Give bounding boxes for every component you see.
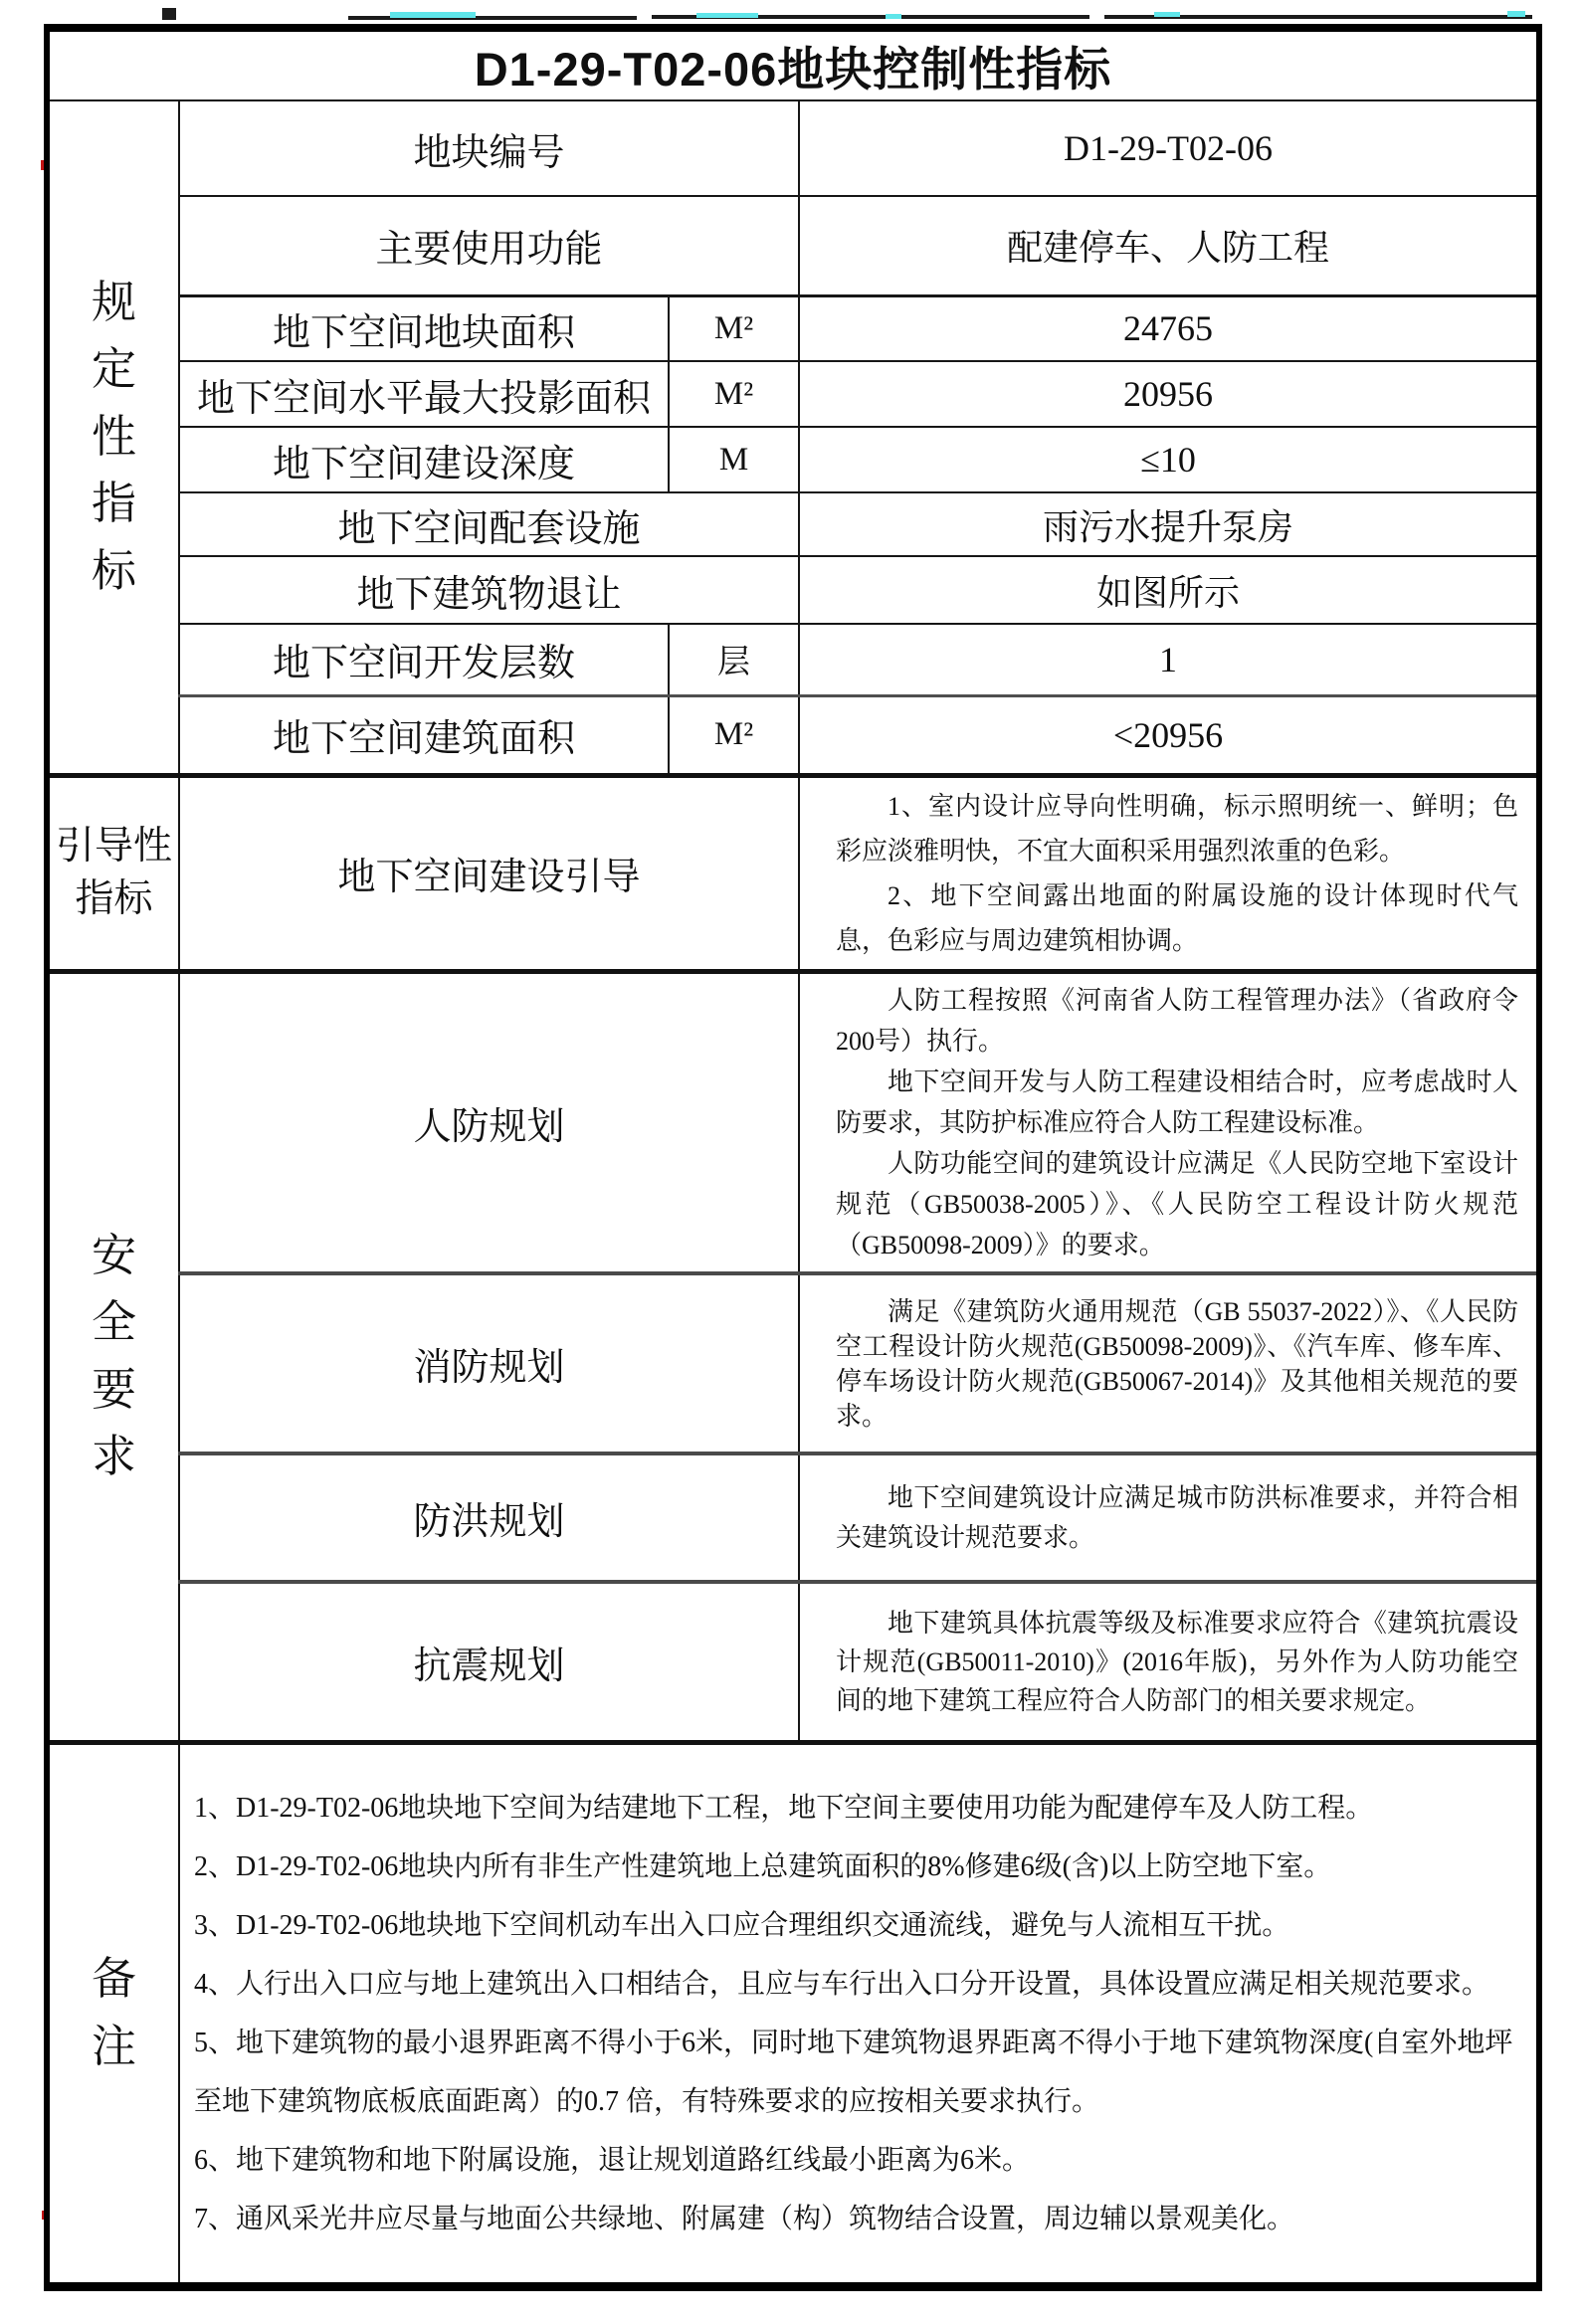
- text-civil-defense-planning: [799, 971, 1539, 1273]
- scan-artifact: [390, 12, 476, 18]
- scan-artifact: [1507, 11, 1525, 17]
- scan-artifact: [162, 8, 176, 20]
- sidebar-guiding-indicators: [47, 775, 179, 971]
- value-max-projection-area: 20956: [799, 361, 1539, 427]
- value-development-floors: 1: [799, 624, 1539, 695]
- sidebar-guiding-label: 引导性指标: [55, 824, 172, 920]
- label-plot-code: 地块编号: [179, 100, 799, 196]
- remark-item-1: 1、D1-29-T02-06地块地下空间为结建地下工程，地下空间主要使用功能为配建停车及人防工程。: [194, 1792, 1374, 1824]
- sidebar-prescriptive-indicators: [47, 100, 179, 775]
- civil-defense-paragraph-2: 地下空间开发与人防工程建设相结合时，应考虑战时人防要求，其防护标准应符合人防工程建设标准。: [836, 1066, 1519, 1137]
- value-main-function: 配建停车、人防工程: [799, 196, 1539, 295]
- label-gross-floor-area: 地下空间建筑面积: [179, 695, 669, 775]
- label-plot-area: 地下空间地块面积: [179, 295, 669, 361]
- label-civil-defense-planning: 人防规划: [179, 971, 799, 1273]
- label-development-floors: 地下空间开发层数: [179, 624, 669, 695]
- remark-item-7: 7、通风采光井应尽量与地面公共绿地、附属建（构）筑物结合设置，周边辅以景观美化。: [194, 2203, 1295, 2234]
- civil-defense-paragraph-3: 人防功能空间的建筑设计应满足《人民防空地下室设计规范（GB50038-2005）》、《人民防空工程设计防火规范（GB50098-2009）》的要求。: [836, 1148, 1519, 1259]
- remark-item-3: 3、D1-29-T02-06地块地下空间机动车出入口应合理组织交通流线，避免与人流相互干扰。: [194, 1909, 1290, 1941]
- label-max-projection-area: 地下空间水平最大投影面积: [179, 361, 669, 427]
- unit-gross-floor-area: M²: [669, 695, 799, 775]
- scan-artifact: [886, 14, 901, 19]
- sidebar-remarks: [47, 1742, 179, 2286]
- text-seismic-planning: [799, 1582, 1539, 1742]
- value-gross-floor-area: <20956: [799, 695, 1539, 775]
- seismic-paragraph-1: 地下建筑具体抗震等级及标准要求应符合《建筑抗震设计规范(GB50011-2010)》(2016年版)，另外作为人防功能空间的地下建筑工程应符合人防部门的相关要求规定。: [836, 1608, 1519, 1715]
- fire-paragraph-1: 满足《建筑防火通用规范（GB 55037-2022）》、《人民防空工程设计防火规范(GB50098-2009)》、《汽车库、修车库、停车场设计防火规范(GB50067-2014)》及其他相关规范的要求。: [836, 1296, 1519, 1431]
- scan-artifact: [696, 13, 758, 18]
- label-seismic-planning: 抗震规划: [179, 1582, 799, 1742]
- text-remarks: [179, 1742, 1539, 2286]
- value-supporting-facilities: 雨污水提升泵房: [799, 492, 1539, 556]
- label-construction-depth: 地下空间建设深度: [179, 427, 669, 492]
- label-building-setback: 地下建筑物退让: [179, 556, 799, 624]
- unit-plot-area: M²: [669, 295, 799, 361]
- sidebar-prescriptive-label: 规定性指标: [91, 277, 136, 596]
- sidebar-safety-label: 安全要求: [91, 1230, 136, 1481]
- sidebar-safety-requirements: [47, 971, 179, 1742]
- label-main-function: 主要使用功能: [179, 196, 799, 295]
- table-title: D1-29-T02-06地块控制性指标: [47, 28, 1539, 100]
- label-fire-planning: 消防规划: [179, 1273, 799, 1453]
- guidance-paragraph-2: 2、地下空间露出地面的附属设施的设计体现时代气息，色彩应与周边建筑相协调。: [836, 880, 1519, 955]
- control-indicator-table: [44, 24, 1542, 2291]
- civil-defense-paragraph-1: 人防工程按照《河南省人防工程管理办法》（省政府令200号）执行。: [836, 985, 1519, 1056]
- value-plot-area: 24765: [799, 295, 1539, 361]
- remark-item-6: 6、地下建筑物和地下附属设施，退让规划道路红线最小距离为6米。: [194, 2144, 1031, 2176]
- value-building-setback: 如图所示: [799, 556, 1539, 624]
- unit-development-floors: 层: [669, 624, 799, 695]
- unit-construction-depth: M: [669, 427, 799, 492]
- text-fire-planning: [799, 1273, 1539, 1453]
- remark-item-5: 5、地下建筑物的最小退界距离不得小于6米，同时地下建筑物退界距离不得小于地下建筑物深度(自室外地坪至地下建筑物底板底面距离）的0.7 倍，有特殊要求的应按相关要求执行。: [194, 2027, 1513, 2117]
- value-construction-depth: ≤10: [799, 427, 1539, 492]
- text-flood-planning: [799, 1453, 1539, 1582]
- unit-max-projection-area: M²: [669, 361, 799, 427]
- remark-item-4: 4、人行出入口应与地上建筑出入口相结合，且应与车行出入口分开设置，具体设置应满足相关规范要求。: [194, 1968, 1490, 2000]
- remark-item-2: 2、D1-29-T02-06地块内所有非生产性建筑地上总建筑面积的8%修建6级(含)以上防空地下室。: [194, 1850, 1332, 1882]
- label-flood-planning: 防洪规划: [179, 1453, 799, 1582]
- label-construction-guidance: 地下空间建设引导: [179, 775, 799, 971]
- label-supporting-facilities: 地下空间配套设施: [179, 492, 799, 556]
- scan-artifact: [1154, 12, 1180, 17]
- flood-paragraph-1: 地下空间建筑设计应满足城市防洪标准要求，并符合相关建筑设计规范要求。: [836, 1482, 1519, 1552]
- guidance-paragraph-1: 1、室内设计应导向性明确，标示照明统一、鲜明；色彩应淡雅明快，不宜大面积采用强烈浓重的色彩。: [836, 791, 1519, 866]
- sidebar-remarks-label: 备注: [91, 1954, 136, 2071]
- text-construction-guidance: [799, 775, 1539, 971]
- value-plot-code: D1-29-T02-06: [799, 100, 1539, 196]
